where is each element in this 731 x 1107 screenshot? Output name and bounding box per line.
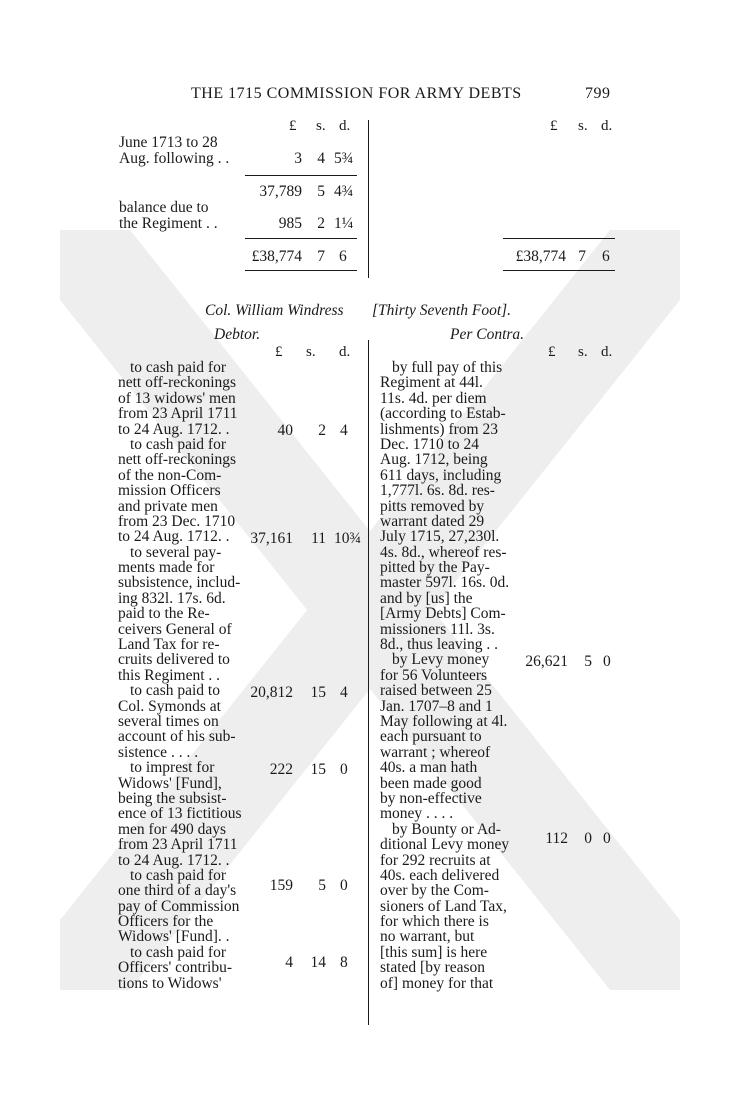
debtor-line: nett off-reckonings [118,451,237,469]
contra-line: 40s. each delivered [380,866,500,884]
debtor-line: of 13 widows' men [118,389,236,407]
contra-line: 11s. 4d. per diem [380,389,487,407]
debtor-line: to several pay- [130,543,222,561]
contra-line: by full pay of this [392,359,503,376]
contra-amount-2-pounds: 112 [545,830,568,847]
contra-line: 8d., thus leaving . . [380,636,498,654]
contra-line: pitted by the Pay- [380,559,490,577]
top-column-divider [368,120,369,278]
contra-line: lishments) from 23 [380,420,498,438]
top-left-line-6: the Regiment . . [119,215,218,232]
contra-line: 1,777l. 6s. 8d. res- [380,482,495,500]
debtor-line: to 24 Aug. 1712. . [118,420,230,438]
top-left-pence-header: d. [339,118,351,134]
debtor-line: from 23 Dec. 1710 [118,512,236,530]
contra-line: Regiment at 44l. [380,374,483,392]
top-entry-1-pounds: 3 [294,150,302,167]
contra-line: been made good [380,774,482,792]
debtor-amount-3-pence: 4 [340,684,348,701]
debtor-pence-header: d. [339,344,351,360]
contra-line: Jan. 1707–8 and 1 [380,697,493,715]
contra-line: [Army Debts] Com- [380,605,506,623]
debtor-line: ing 832l. 17s. 6d. [118,589,226,607]
debtor-line: from 23 April 1711 [118,836,238,854]
debtor-line: to imprest for [130,759,215,777]
debtor-amount-4-pounds: 222 [269,761,293,778]
running-head: THE 1715 COMMISSION FOR ARMY DEBTS [191,85,522,102]
contra-line: 611 days, including [380,466,502,484]
per-contra-heading: Per Contra. [450,326,525,343]
contra-line: by non-effective [380,789,482,807]
contra-line: warrant ; whereof [380,743,491,761]
debtor-line: nett off-reckonings [118,374,237,392]
contra-line: money . . . . [380,805,454,823]
top-left-total-rule-upper [245,238,357,239]
top-left-pound-header: £ [289,118,297,134]
debtor-line: Land Tax for re- [118,636,220,654]
top-left-line-2: Aug. following . . [119,150,230,167]
contra-line: missioners 11l. 3s. [380,620,495,638]
debtor-amount-2-pounds: 37,161 [250,530,293,547]
debtor-line: to cash paid for [130,943,226,961]
debtor-amount-1-shillings: 2 [318,422,326,439]
debtor-line: tions to Widows' [118,974,222,992]
top-right-pound-header: £ [550,118,558,134]
debtor-line: men for 490 days [118,820,227,838]
debtor-line: from 23 April 1711 [118,405,238,423]
debtor-line: one third of a day's [118,882,237,900]
contra-amount-1-pence: 0 [603,653,611,670]
contra-line: for which there is [380,913,489,931]
account-name: Col. William Windress [205,302,344,319]
debtor-line: Widows' [Fund], [118,774,222,792]
top-left-shilling-header: s. [316,118,326,134]
debtor-line: Widows' [Fund]. . [118,928,230,946]
contra-line: sioners of Land Tax, [380,897,507,915]
contra-line: for 292 recruits at [380,851,491,869]
debtor-amount-6-pence: 8 [340,954,348,971]
debtor-line: Officers for the [118,913,214,931]
contra-line: each pursuant to [380,728,482,746]
top-entry-1-pence: 5¾ [334,150,354,167]
account-regiment: [Thirty Seventh Foot]. [372,302,512,319]
debtor-line: being the subsist- [118,789,227,807]
debtor-line: several times on [118,712,219,730]
top-entry-3-shillings: 2 [317,215,325,232]
top-left-line-1: June 1713 to 28 [119,134,218,151]
top-right-total-rule-lower [503,270,615,271]
top-right-pence-header: d. [601,118,613,134]
debtor-heading: Debtor. [214,326,261,343]
contra-line: over by the Com- [380,882,489,900]
debtor-line: sistence . . . . [118,743,199,761]
contra-line: by Bounty or Ad- [392,820,501,838]
debtor-line: to cash paid for [130,866,226,884]
debtor-line: ence of 13 fictitious [118,805,242,823]
top-entry-2-shillings: 5 [317,183,325,200]
top-right-shilling-header: s. [578,118,588,134]
debtor-line: pay of Commission [118,897,240,915]
debtor-line: this Regiment . . [118,666,221,684]
debtor-line: to 24 Aug. 1712. . [118,528,230,546]
debtor-amount-6-shillings: 14 [310,954,326,971]
contra-line: by Levy money [392,651,490,669]
debtor-amount-2-shillings: 11 [311,530,326,547]
top-right-total-rule-upper [503,238,615,239]
contra-line: May following at 4l. [380,712,508,730]
debtor-amount-3-shillings: 15 [310,684,326,701]
contra-line: for 56 Volunteers [380,666,488,684]
debtor-amount-5-pounds: 159 [269,877,293,894]
contra-amount-1-pounds: 26,621 [525,653,568,670]
debtor-line: paid to the Re- [118,605,210,623]
debtor-amount-1-pence: 4 [340,422,348,439]
contra-line: no warrant, but [380,928,475,946]
debtor-pound-header: £ [275,344,283,360]
per-contra-entries [380,360,509,991]
debtor-line: to 24 Aug. 1712. . [118,851,230,869]
contra-line: Aug. 1712, being [380,451,488,469]
debtor-amount-5-pence: 0 [340,877,348,894]
debtor-line: subsistence, includ- [118,574,241,592]
contra-pence-header: d. [601,344,613,360]
debtor-amount-4-pence: 0 [340,761,348,778]
contra-line: warrant dated 29 [380,512,485,530]
debtor-line: to cash paid for [130,435,226,453]
debtor-amount-3-pounds: 20,812 [250,684,293,701]
debtor-shilling-header: s. [306,344,316,360]
main-column-divider [368,340,369,1025]
contra-line: [this sum] is here [380,943,488,961]
contra-amount-2-shillings: 0 [584,830,592,847]
page-number: 799 [585,85,611,102]
contra-amount-1-shillings: 5 [584,653,592,670]
contra-line: and by [us] the [380,589,473,607]
top-subtotal-rule [245,175,357,176]
top-entry-2-pence: 4¾ [334,183,354,200]
top-left-total-pence: 6 [339,248,347,265]
debtor-amount-2-pence: 10¾ [334,530,362,547]
debtor-amount-6-pounds: 4 [285,954,293,971]
top-entry-3-pence: 1¼ [334,215,354,232]
contra-line: July 1715, 27,230l. [380,528,500,546]
debtor-amount-5-shillings: 5 [318,877,326,894]
debtor-line: Col. Symonds at [118,697,221,715]
debtor-amount-1-pounds: 40 [277,422,293,439]
top-entry-3-pounds: 985 [278,215,302,232]
contra-line: (according to Estab- [380,405,506,423]
contra-line: master 597l. 16s. 0d. [380,574,510,592]
top-left-total-pounds: £38,774 [251,248,302,265]
debtor-line: cruits delivered to [118,651,230,669]
contra-line: ditional Levy money [380,836,510,854]
top-left-line-5: balance due to [119,199,209,216]
debtor-line: ments made for [118,559,215,577]
contra-line: Dec. 1710 to 24 [380,435,480,453]
debtor-line: account of his sub- [118,728,236,746]
debtor-line: of the non-Com- [118,466,222,484]
debtor-line: to cash paid to [130,682,220,700]
debtor-line: ceivers General of [118,620,232,638]
contra-pound-header: £ [548,344,556,360]
contra-line: of] money for that [380,974,494,992]
debtor-amount-4-shillings: 15 [310,761,326,778]
top-entry-1-shillings: 4 [317,150,325,167]
contra-shilling-header: s. [578,344,588,360]
top-right-total-pounds: £38,774 [515,248,566,265]
top-right-total-pence: 6 [602,248,610,265]
top-left-total-rule-lower [245,270,357,271]
contra-line: 40s. a man hath [380,759,478,777]
top-entry-2-pounds: 37,789 [259,183,302,200]
contra-line: stated [by reason [380,959,486,977]
contra-line: raised between 25 [380,682,492,700]
debtor-line: to cash paid for [130,359,226,376]
top-right-total-shillings: 7 [578,248,586,265]
contra-line: 4s. 8d., whereof res- [380,543,507,561]
debtor-entries [118,360,242,991]
debtor-line: and private men [118,497,218,515]
debtor-line: Officers' contribu- [118,959,232,977]
contra-line: pitts removed by [380,497,485,515]
contra-amount-2-pence: 0 [603,830,611,847]
top-left-total-shillings: 7 [317,248,325,265]
debtor-line: mission Officers [118,482,221,500]
